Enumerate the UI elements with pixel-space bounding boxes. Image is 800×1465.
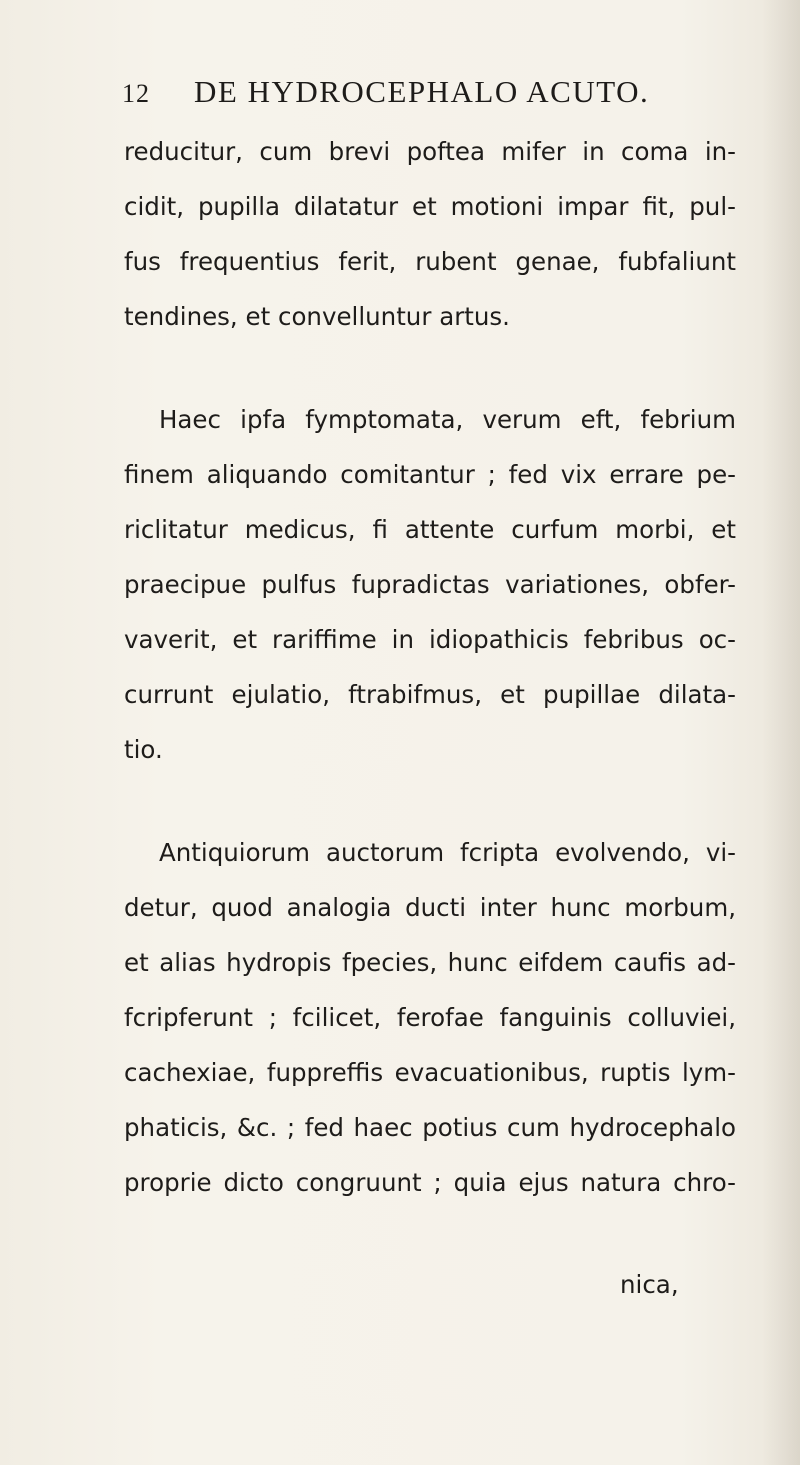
catchword: nica, [620, 1270, 679, 1299]
text-line: fus frequentius ferit, rubent genae, fubfaliunt [124, 247, 736, 276]
text-line: vaverit, et rariffime in idiopathicis febribus oc- [124, 625, 736, 654]
paragraph-2 [124, 392, 736, 777]
paragraph-1 [124, 124, 736, 344]
text-line: finem aliquando comitantur ; fed vix errare pe- [124, 460, 736, 489]
page-edge-shadow [762, 0, 800, 1465]
paragraph-gap [124, 344, 736, 392]
text-line: currunt ejulatio, ftrabifmus, et pupillae dilata- [124, 680, 736, 709]
text-line: cachexiae, fuppreffis evacuationibus, ruptis lym- [124, 1058, 736, 1087]
running-head [122, 74, 649, 110]
text-line: Antiquiorum auctorum fcripta evolvendo, vi- [159, 838, 736, 867]
text-line: Haec ipfa fymptomata, verum eft, febrium [159, 405, 736, 434]
text-line: phaticis, &c. ; fed haec potius cum hydrocephalo [124, 1113, 736, 1142]
text-line: reducitur, cum brevi poftea mifer in coma in- [124, 137, 736, 166]
body-text [124, 124, 736, 1210]
text-line: detur, quod analogia ducti inter hunc morbum, [124, 893, 736, 922]
page-number: 12 [122, 79, 150, 108]
text-line: praecipue pulfus fupradictas variationes, obfer- [124, 570, 736, 599]
text-line: proprie dicto congruunt ; quia ejus natura chro- [124, 1168, 736, 1197]
running-title: DE HYDROCEPHALO ACUTO. [194, 74, 650, 109]
text-line: riclitatur medicus, fi attente curfum morbi, et [124, 515, 736, 544]
paragraph-3 [124, 825, 736, 1210]
text-line: et alias hydropis fpecies, hunc eifdem caufis ad- [124, 948, 736, 977]
text-line: fcripferunt ; fcilicet, ferofae fanguinis colluviei, [124, 1003, 736, 1032]
text-line: tendines, et convelluntur artus. [124, 302, 510, 331]
paragraph-gap [124, 777, 736, 825]
text-line: cidit, pupilla dilatatur et motioni impar fit, pul- [124, 192, 736, 221]
text-line: tio. [124, 735, 163, 764]
